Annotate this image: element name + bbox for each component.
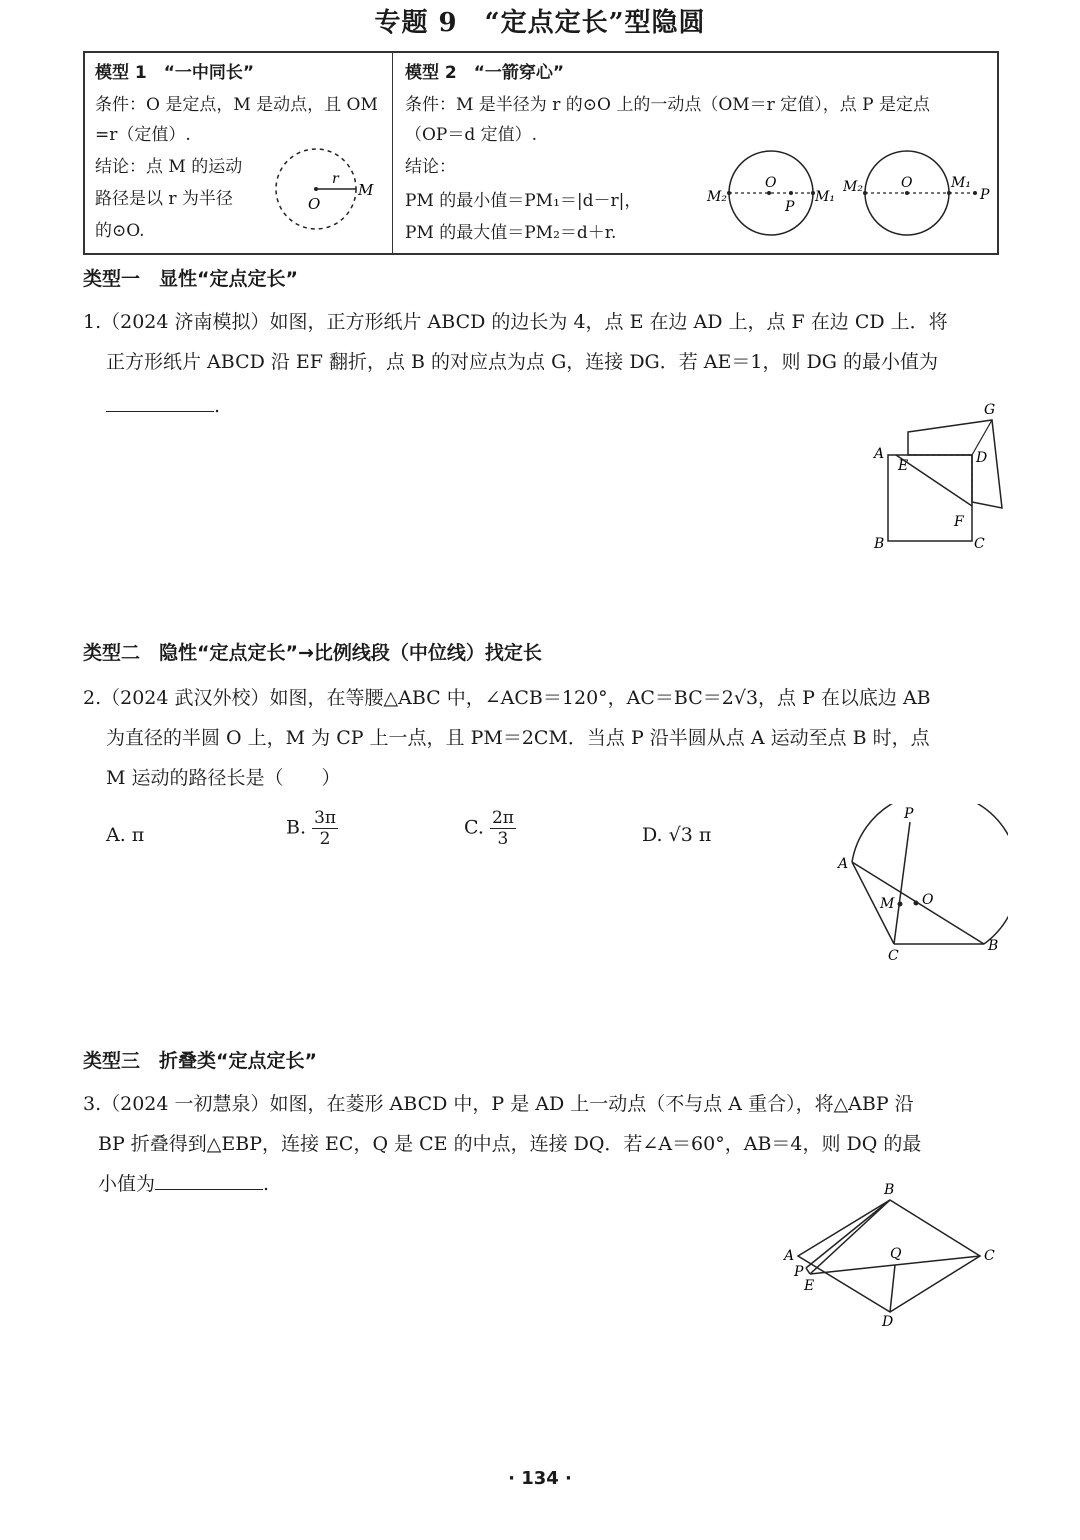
option-b-fraction: $\frac{3\pi}{2}$ xyxy=(314,808,337,849)
model-box xyxy=(83,51,999,255)
label-e: E xyxy=(804,1278,815,1294)
q1-figure xyxy=(866,398,1006,558)
label-o: O xyxy=(922,892,934,908)
model1-conclusion-line1: 结论：点 M 的运动 xyxy=(95,157,243,177)
model1-figure xyxy=(270,141,390,241)
q1-line2: 正方形纸片 ABCD 沿 EF 翻折，点 B 的对应点为点 G，连接 DG．若 AE＝1，则 DG 的最小值为 xyxy=(106,351,938,373)
q2-line3: M 运动的路径长是（ ） xyxy=(106,767,341,789)
semicircle-o xyxy=(852,804,1008,944)
q1-answer-line xyxy=(106,386,220,426)
model2-figure xyxy=(703,147,995,243)
q2-option-b[interactable]: B. $\frac{3\pi}{2}$ xyxy=(286,808,337,849)
label-b: B xyxy=(988,938,999,954)
label-m: M xyxy=(880,896,895,912)
q2-line2: 为直径的半圆 O 上，M 为 CP 上一点，且 PM＝2CM．当点 P 沿半圆从点 A 运动至点 B 时，点 xyxy=(106,727,930,749)
model1-condition-line1: 条件：O 是定点，M 是动点，且 OM xyxy=(95,95,378,115)
segment-dq xyxy=(890,1265,895,1312)
label-q: Q xyxy=(890,1246,902,1262)
q3-answer-blank[interactable] xyxy=(155,1173,263,1190)
label-a: A xyxy=(838,856,849,872)
q3-line2: BP 折叠得到△EBP，连接 EC，Q 是 CE 的中点，连接 DQ．若∠A＝60°，AB＝4，则 DQ 的最 xyxy=(98,1133,922,1155)
q2-figure xyxy=(832,804,1008,970)
segment-bp xyxy=(806,1200,890,1268)
label-o: O xyxy=(308,195,321,213)
q3-figure xyxy=(780,1178,1000,1328)
label-o-left: O xyxy=(765,175,777,191)
label-r: r xyxy=(332,171,339,187)
page-number: · 134 · xyxy=(508,1468,572,1489)
label-p: P xyxy=(904,806,914,822)
q2-option-d[interactable]: D. √3 π xyxy=(642,824,712,846)
q2-option-a[interactable]: A. π xyxy=(106,824,145,846)
label-b: B xyxy=(874,536,885,552)
label-o-right: O xyxy=(901,175,913,191)
q1-line1: 1.（2024 济南模拟）如图，正方形纸片 ABCD 的边长为 4，点 E 在边 AD 上，点 F 在边 CD 上．将 xyxy=(83,311,948,333)
rhombus-abcd xyxy=(798,1200,980,1312)
segment-pc xyxy=(894,822,910,944)
label-m2-left: M₂ xyxy=(707,189,727,205)
label-c: C xyxy=(974,536,985,552)
model2-condition-line2: （OP＝d 定值）. xyxy=(405,125,538,145)
label-m2-right: M₂ xyxy=(843,179,863,195)
label-m: M xyxy=(358,181,374,199)
q3-answer-line: 小值为 . xyxy=(98,1173,270,1195)
label-a: A xyxy=(874,446,885,462)
label-d: D xyxy=(882,1314,894,1328)
model1-condition-line2: =r（定值）. xyxy=(95,125,191,145)
label-f: F xyxy=(954,514,964,530)
q1-end: . xyxy=(214,395,221,417)
label-d: D xyxy=(976,450,988,466)
type1-heading: 类型一 显性“定点定长” xyxy=(83,268,298,290)
label-p: P xyxy=(794,1264,804,1280)
label-a: A xyxy=(784,1248,795,1264)
point-m xyxy=(898,902,903,907)
option-c-fraction: $\frac{2\pi}{3}$ xyxy=(491,808,514,849)
segment-be xyxy=(810,1200,890,1274)
q1-answer-blank[interactable] xyxy=(106,395,214,412)
point-o xyxy=(914,901,919,906)
label-m1-right: M₁ xyxy=(951,175,971,191)
model2-min-line: PM 的最小值＝PM₁＝|d－r|， xyxy=(405,191,642,211)
label-b: B xyxy=(884,1182,895,1198)
model2-condition-line1: 条件：M 是半径为 r 的⊙O 上的一动点（OM＝r 定值），点 P 是定点 xyxy=(405,95,930,115)
model1-conclusion-line3: 的⊙O. xyxy=(95,221,145,241)
model2-heading: 模型 2 “一箭穿心” xyxy=(405,63,565,83)
label-p-left: P xyxy=(785,199,795,215)
model2-conclusion-label: 结论： xyxy=(405,157,456,177)
label-m1-left: M₁ xyxy=(815,189,835,205)
q2-line1: 2.（2024 武汉外校）如图，在等腰△ABC 中，∠ACB＝120°，AC＝BC＝2√3，点 P 在以底边 AB xyxy=(83,687,931,709)
box-divider xyxy=(392,53,393,253)
model1-conclusion-line2: 路径是以 r 为半径 xyxy=(95,189,233,209)
label-c: C xyxy=(984,1248,995,1264)
label-p-right: P xyxy=(980,187,990,203)
page-title: 专题 9 “定点定长”型隐圆 xyxy=(374,8,706,38)
label-e: E xyxy=(898,458,909,474)
type3-heading: 类型三 折叠类“定点定长” xyxy=(83,1050,317,1072)
model2-max-line: PM 的最大值＝PM₂＝d＋r. xyxy=(405,223,617,243)
label-g: G xyxy=(984,402,996,418)
model1-heading: 模型 1 “一中同长” xyxy=(95,63,255,83)
q2-option-c[interactable]: C. $\frac{2\pi}{3}$ xyxy=(464,808,514,849)
q3-line1: 3.（2024 一初慧泉）如图，在菱形 ABCD 中，P 是 AD 上一动点（不与点 A 重合），将△ABP 沿 xyxy=(83,1093,914,1115)
type2-heading: 类型二 隐性“定点定长”→比例线段（中位线）找定长 xyxy=(83,642,542,664)
label-c: C xyxy=(888,948,899,964)
